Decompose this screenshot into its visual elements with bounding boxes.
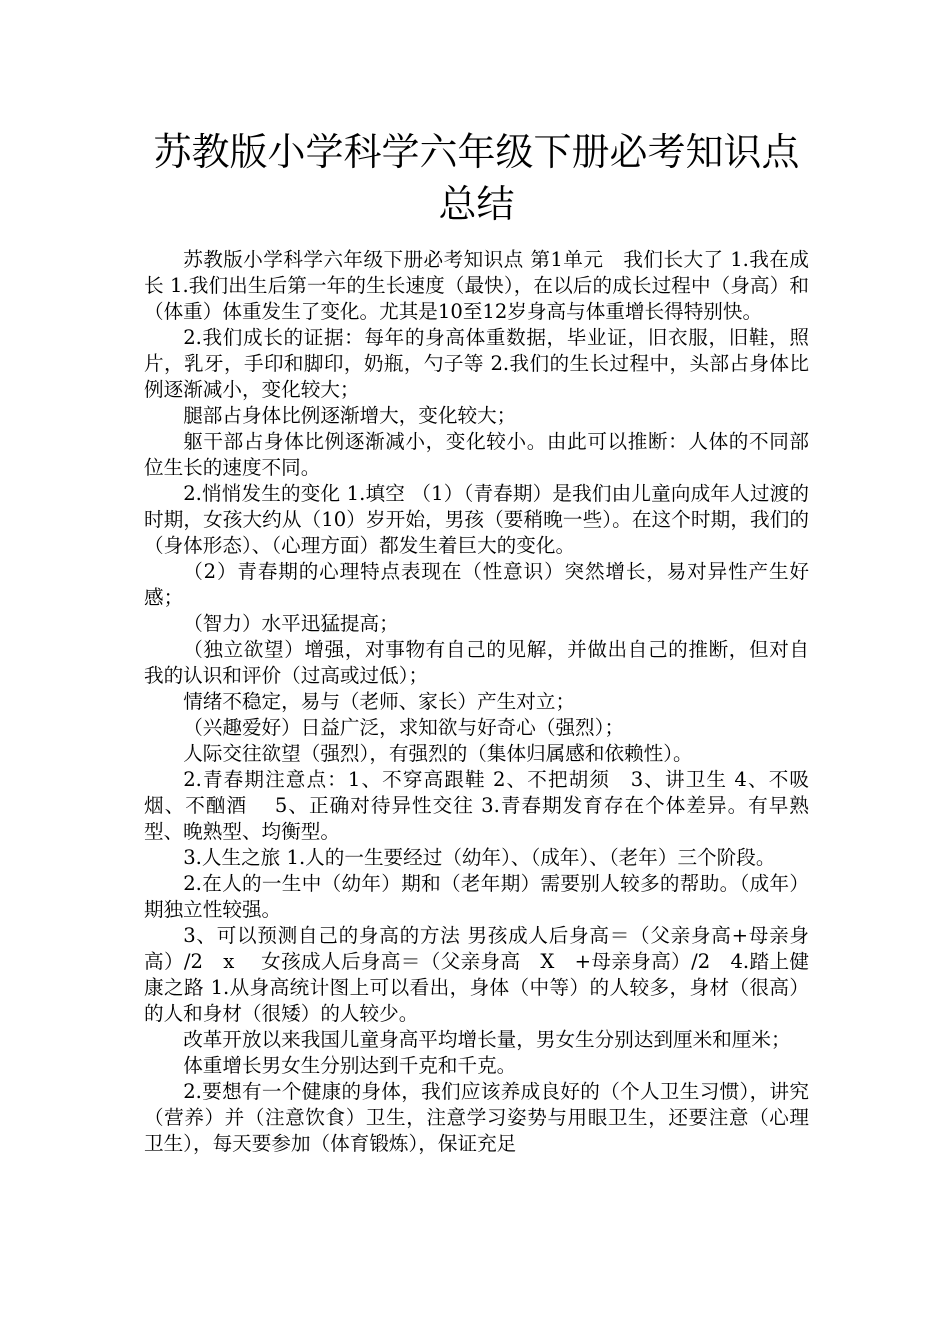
- document-body: [144, 247, 809, 1157]
- paragraph: 苏教版小学科学六年级下册必考知识点 第1单元 我们长大了 1.我在成长 1.我们出生后第一年的生长速度（最快），在以后的成长过程中（身高）和（体重）体重发生了变化。尤其是10至12岁身高与体重增长得特别快。: [144, 248, 809, 323]
- paragraph: 情绪不稳定，易与（老师、家长）产生对立；: [183, 690, 576, 713]
- paragraph: 2.我们成长的证据：每年的身高体重数据，毕业证，旧衣服，旧鞋，照片，乳牙，手印和脚印，奶瓶，勺子等 2.我们的生长过程中，头部占身体比例逐渐减小，变化较大；: [144, 326, 809, 401]
- paragraph: 躯干部占身体比例逐渐减小，变化较小。由此可以推断：人体的不同部位生长的速度不同。: [144, 430, 809, 479]
- paragraph: 2.要想有一个健康的身体，我们应该养成良好的（个人卫生习惯），讲究（营养）并（注意饮食）卫生，注意学习姿势与用眼卫生，还要注意（心理卫生），每天要参加（体育锻炼），保证充足: [144, 1080, 809, 1155]
- paragraph: 2.在人的一生中（幼年）期和（老年期）需要别人较多的帮助。（成年）期独立性较强。: [144, 872, 809, 921]
- paragraph: 3.人生之旅 1.人的一生要经过（幼年）、（成年）、（老年）三个阶段。: [183, 846, 776, 869]
- paragraph: 2.青春期注意点：1、不穿高跟鞋 2、不把胡须 3、讲卫生 4、不吸烟、不酗酒 5、正确对待异性交往 3.青春期发育存在个体差异。有早熟型、晚熟型、均衡型。: [144, 768, 809, 843]
- paragraph: 2.悄悄发生的变化 1.填空 （1）（青春期）是我们由儿童向成年人过渡的时期，女孩大约从（10）岁开始，男孩（要稍晚一些）。在这个时期，我们的（身体形态）、（心理方面）都发生着巨大的变化。: [144, 482, 809, 557]
- document-title: 苏教版小学科学六年级下册必考知识点总结: [153, 130, 800, 226]
- paragraph: （独立欲望）增强，对事物有自己的见解，并做出自己的推断，但对自我的认识和评价（过高或过低）；: [144, 638, 809, 687]
- paragraph: 改革开放以来我国儿童身高平均增长量，男女生分别达到厘米和厘米；: [183, 1028, 791, 1051]
- paragraph: 3、可以预测自己的身高的方法 男孩成人后身高＝（父亲身高+母亲身高）/2 x 女孩成人后身高＝（父亲身高 X +母亲身高）/2 4.踏上健康之路 1.从身高统计图上可以看出，身体（中等）的人较多，身材（很高）的人和身材（很矮）的人较少。: [144, 924, 809, 1025]
- paragraph: 人际交往欲望（强烈），有强烈的（集体归属感和依赖性）。: [183, 742, 693, 765]
- paragraph: （2）青春期的心理特点表现在（性意识）突然增长，易对异性产生好感；: [144, 560, 809, 609]
- paragraph: （智力）水平迅猛提高；: [183, 612, 399, 635]
- paragraph: 体重增长男女生分别达到千克和千克。: [183, 1054, 517, 1077]
- paragraph: （兴趣爱好）日益广泛，求知欲与好奇心（强烈）；: [183, 716, 625, 739]
- paragraph: 腿部占身体比例逐渐增大，变化较大；: [183, 404, 517, 427]
